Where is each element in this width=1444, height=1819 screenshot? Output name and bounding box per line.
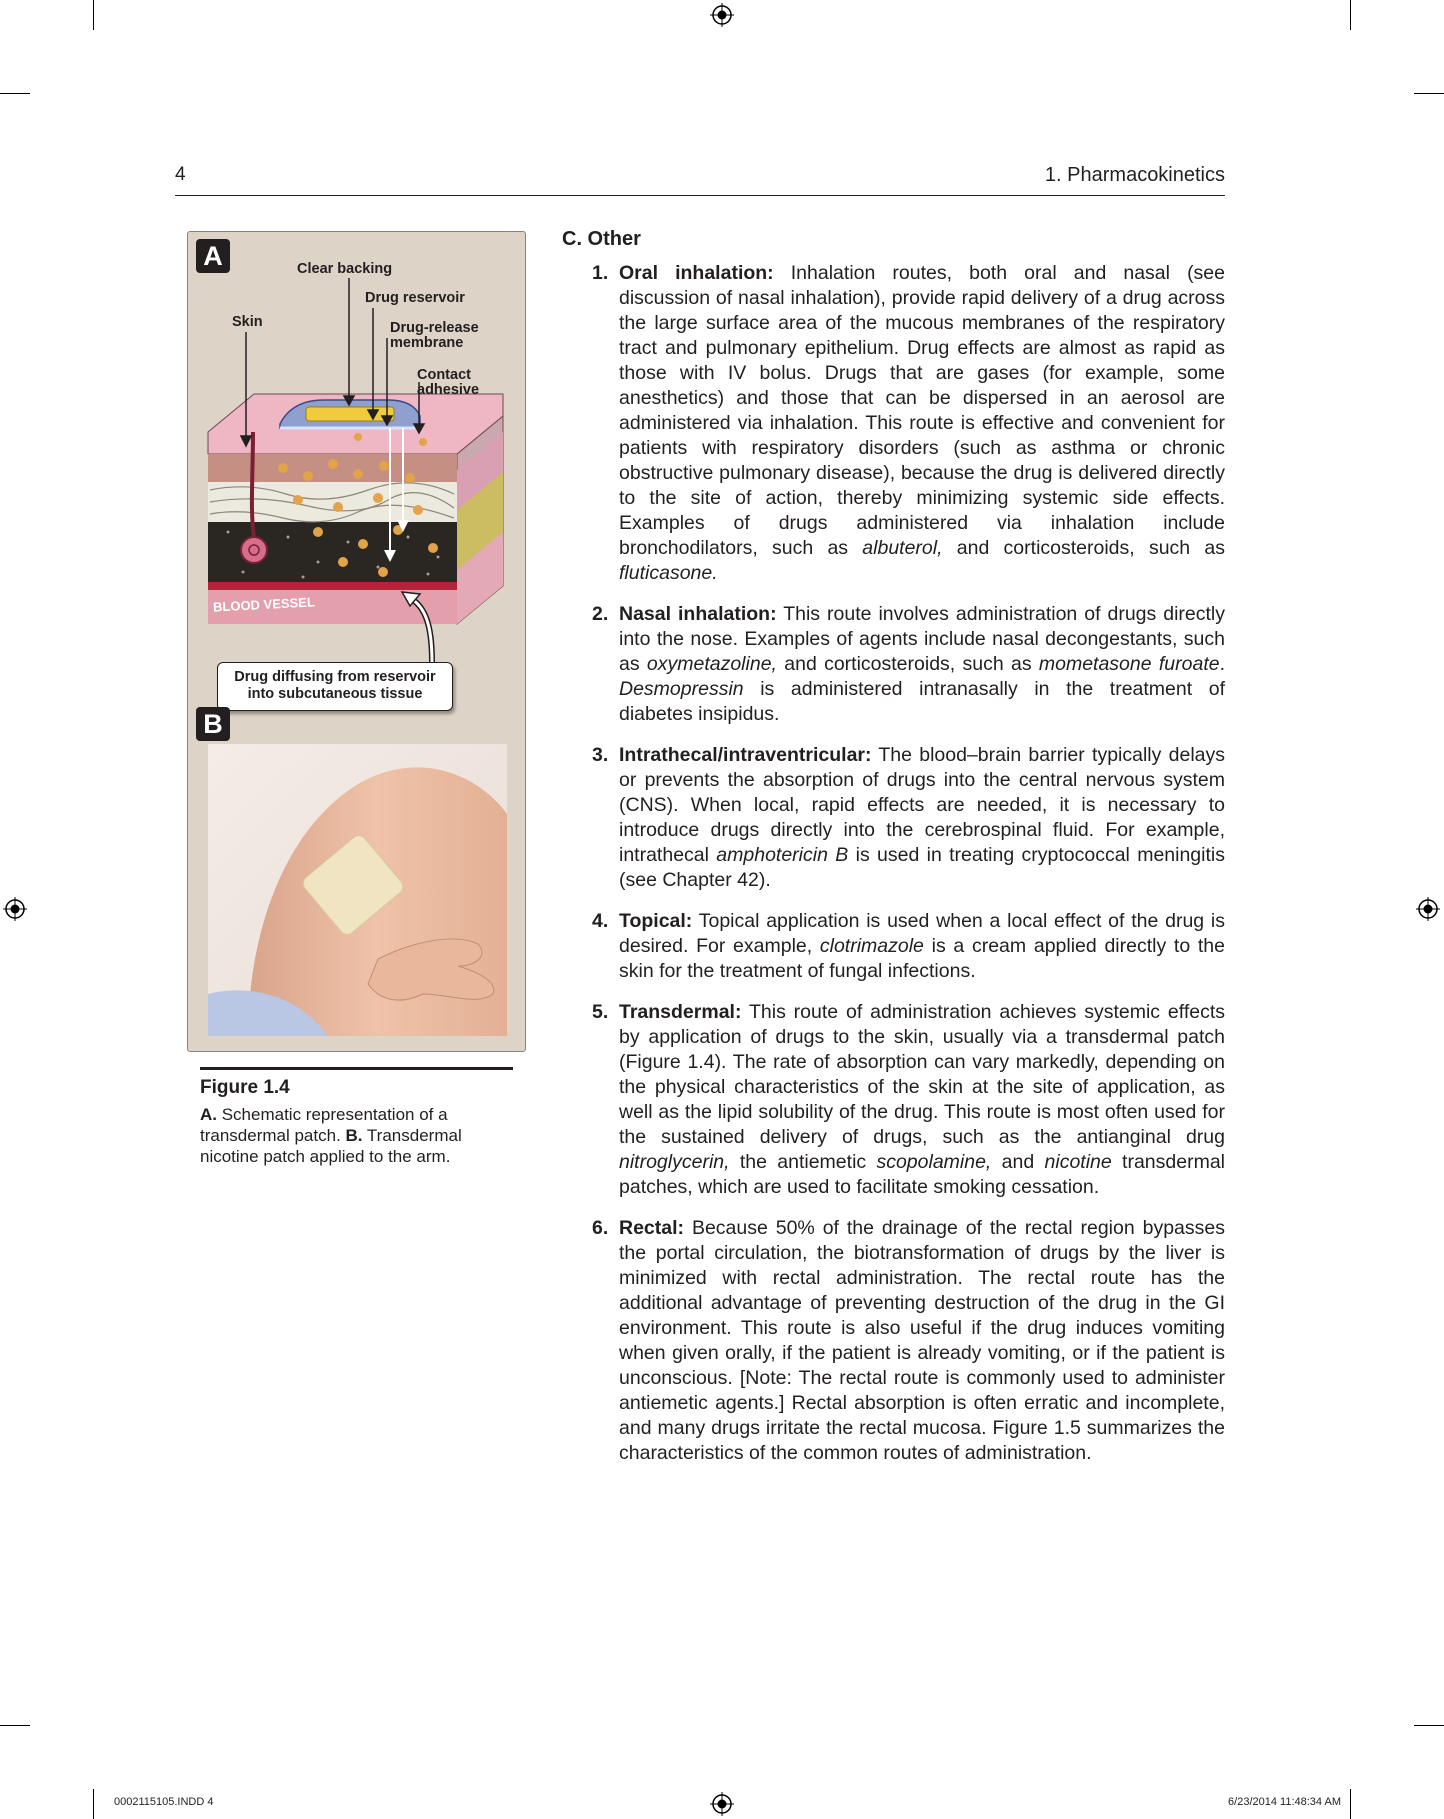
- registration-mark-icon: [3, 897, 27, 921]
- registration-mark-icon: [710, 3, 734, 27]
- route-item: [562, 261, 1225, 586]
- label-drug-release-1: Drug-release: [390, 320, 479, 336]
- item-text: transdermal patches, which are used to facilitate smoking cessation.: [619, 1151, 1225, 1198]
- item-text: and: [991, 1151, 1045, 1173]
- label-skin: Skin: [232, 314, 263, 330]
- crop-mark: [1350, 1789, 1351, 1819]
- item-text: This route of administration achieves systemic effects by application of drugs to the skin, usually via a transdermal patch (Figure 1.4). The rate of absorption can vary markedly, depending on the physical characteristics of the skin at the site of application, as well as the lipid solubility of the drug. This route is most often used for the sustained delivery of drugs, such as the antianginal drug: [619, 1001, 1225, 1148]
- drug-name: Desmopressin: [619, 678, 744, 700]
- item-number: 2.: [592, 603, 609, 625]
- item-title: Transdermal:: [619, 1001, 742, 1023]
- item-text: Because 50% of the drainage of the rectal region bypasses the portal circulation, the biotransformation of drugs by the liver is minimized with rectal administration. The rectal route has the additional advantage of preventing destruction of the drug in the GI environment. This route is also useful if the drug induces vomiting when given orally, if the patient is already vomiting, or if the patient is unconscious. [Note: The rectal route is commonly used to administer antiemetic agents.] Rectal absorption is often erratic and incomplete, and many drugs irritate the rectal mucosa. Figure 1.5 summarizes the characteristics of the common routes of administration.: [619, 1217, 1225, 1464]
- callout-line-1: Drug diffusing from reservoir: [234, 669, 436, 685]
- drug-name: scopolamine,: [876, 1151, 992, 1173]
- drug-name: clotrimazole: [819, 935, 924, 957]
- caption-a-label: A.: [200, 1105, 217, 1124]
- item-text: and corticosteroids, such as: [942, 537, 1225, 559]
- drug-name: nitroglycerin,: [619, 1151, 730, 1173]
- figure-rule: [200, 1067, 513, 1070]
- crop-mark: [1414, 93, 1444, 94]
- registration-mark-icon: [1416, 897, 1440, 921]
- section-heading: C. Other: [562, 228, 641, 250]
- header-rule: [175, 195, 1225, 196]
- drug-name: oxymetazoline,: [646, 653, 777, 675]
- crop-mark: [1350, 0, 1351, 30]
- item-number: 1.: [592, 262, 609, 284]
- crop-mark: [0, 1725, 30, 1726]
- crop-mark: [0, 93, 30, 94]
- item-title: Oral inhalation:: [619, 262, 774, 284]
- chapter-title: 1. Pharmacokinetics: [1044, 164, 1225, 186]
- figure-panel: [187, 231, 526, 1052]
- item-text: Topical application is used when a local effect of the drug is desired. For example,: [619, 910, 1225, 957]
- drug-name: albuterol,: [862, 537, 943, 559]
- item-text: The blood–brain barrier typically delays or prevents the absorption of drugs into the central nervous system (CNS). When local, rapid effects are needed, it is necessary to introduce drugs directly into the cerebrospinal fluid. For example, intrathecal: [619, 744, 1225, 866]
- item-title: Topical:: [619, 910, 693, 932]
- item-title: Rectal:: [619, 1217, 685, 1239]
- label-blood-vessel: BLOOD VESSEL: [212, 594, 316, 615]
- item-text: is a cream applied directly to the skin for the treatment of fungal infections.: [619, 935, 1225, 982]
- route-item: [562, 743, 1225, 893]
- item-number: 5.: [592, 1001, 609, 1023]
- route-list: [562, 261, 1225, 1466]
- item-number: 3.: [592, 744, 609, 766]
- caption-b-text: Transdermal nicotine patch applied to the arm.: [200, 1126, 462, 1166]
- arm-photo: [208, 744, 507, 1036]
- figure-title: Figure 1.4: [200, 1077, 290, 1098]
- page-number: 4: [175, 164, 186, 185]
- item-number: 4.: [592, 910, 609, 932]
- item-text: the antiemetic: [729, 1151, 877, 1173]
- main-text-column: [562, 228, 1225, 1482]
- item-text: .: [1219, 653, 1226, 675]
- crop-mark: [93, 1789, 94, 1819]
- label-clear-backing: Clear backing: [297, 261, 393, 277]
- item-text: is administered intranasally in the treatment of diabetes insipidus.: [619, 678, 1225, 725]
- drug-name: mometasone furoate: [1038, 653, 1220, 675]
- label-drug-reservoir: Drug reservoir: [365, 290, 465, 306]
- crop-mark: [1414, 1725, 1444, 1726]
- figure-badge-a: A: [196, 239, 230, 273]
- item-text: Inhalation routes, both oral and nasal (see discussion of nasal inhalation), provide rapid delivery of a drug across the large surface area of the mucous membranes of the respiratory tract and pulmonary epithelium. Drug effects are almost as rapid as those with IV bolus. Drugs that are gases (for example, some anesthetics) and those that can be dispersed in an aerosol are administered via inhalation. This route is effective and convenient for patients with respiratory disorders (such as asthma or chronic obstructive pulmonary disease), because the drug is delivered directly to the site of action, thereby minimizing systemic side effects. Examples of drugs administered via inhalation include bronchodilators, such as: [619, 262, 1225, 559]
- figure-badge-b: B: [196, 707, 230, 741]
- item-number: 6.: [592, 1217, 609, 1239]
- figure-caption: [200, 1104, 510, 1167]
- drug-name: nicotine: [1044, 1151, 1112, 1173]
- drug-name: amphotericin B: [716, 844, 849, 866]
- route-item: [562, 1000, 1225, 1200]
- crop-mark: [93, 0, 94, 30]
- item-text: and corticosteroids, such as: [776, 653, 1039, 675]
- route-item: [562, 909, 1225, 984]
- drug-name: fluticasone.: [619, 562, 718, 584]
- item-text: is used in treating cryptococcal meningitis (see Chapter 42).: [619, 844, 1225, 891]
- item-text: This route involves administration of drugs directly into the nose. Examples of agents include nasal decongestants, such as: [619, 603, 1225, 675]
- route-item: [562, 602, 1225, 727]
- item-title: Intrathecal/intraventricular:: [619, 744, 872, 766]
- item-title: Nasal inhalation:: [619, 603, 777, 625]
- label-contact-1: Contact: [417, 367, 471, 383]
- callout-box: [217, 662, 453, 711]
- footer-file: 0002115105.INDD 4: [114, 1796, 214, 1808]
- caption-a-text: Schematic representation of a transdermal patch.: [200, 1105, 448, 1145]
- route-item: [562, 1216, 1225, 1466]
- label-contact-2: adhesive: [417, 382, 480, 398]
- footer-datetime: 6/23/2014 11:48:34 AM: [1228, 1796, 1341, 1808]
- label-drug-release-2: membrane: [390, 335, 464, 351]
- caption-b-label: B.: [345, 1126, 363, 1145]
- callout-line-2: into subcutaneous tissue: [247, 686, 423, 702]
- registration-mark-icon: [710, 1792, 734, 1816]
